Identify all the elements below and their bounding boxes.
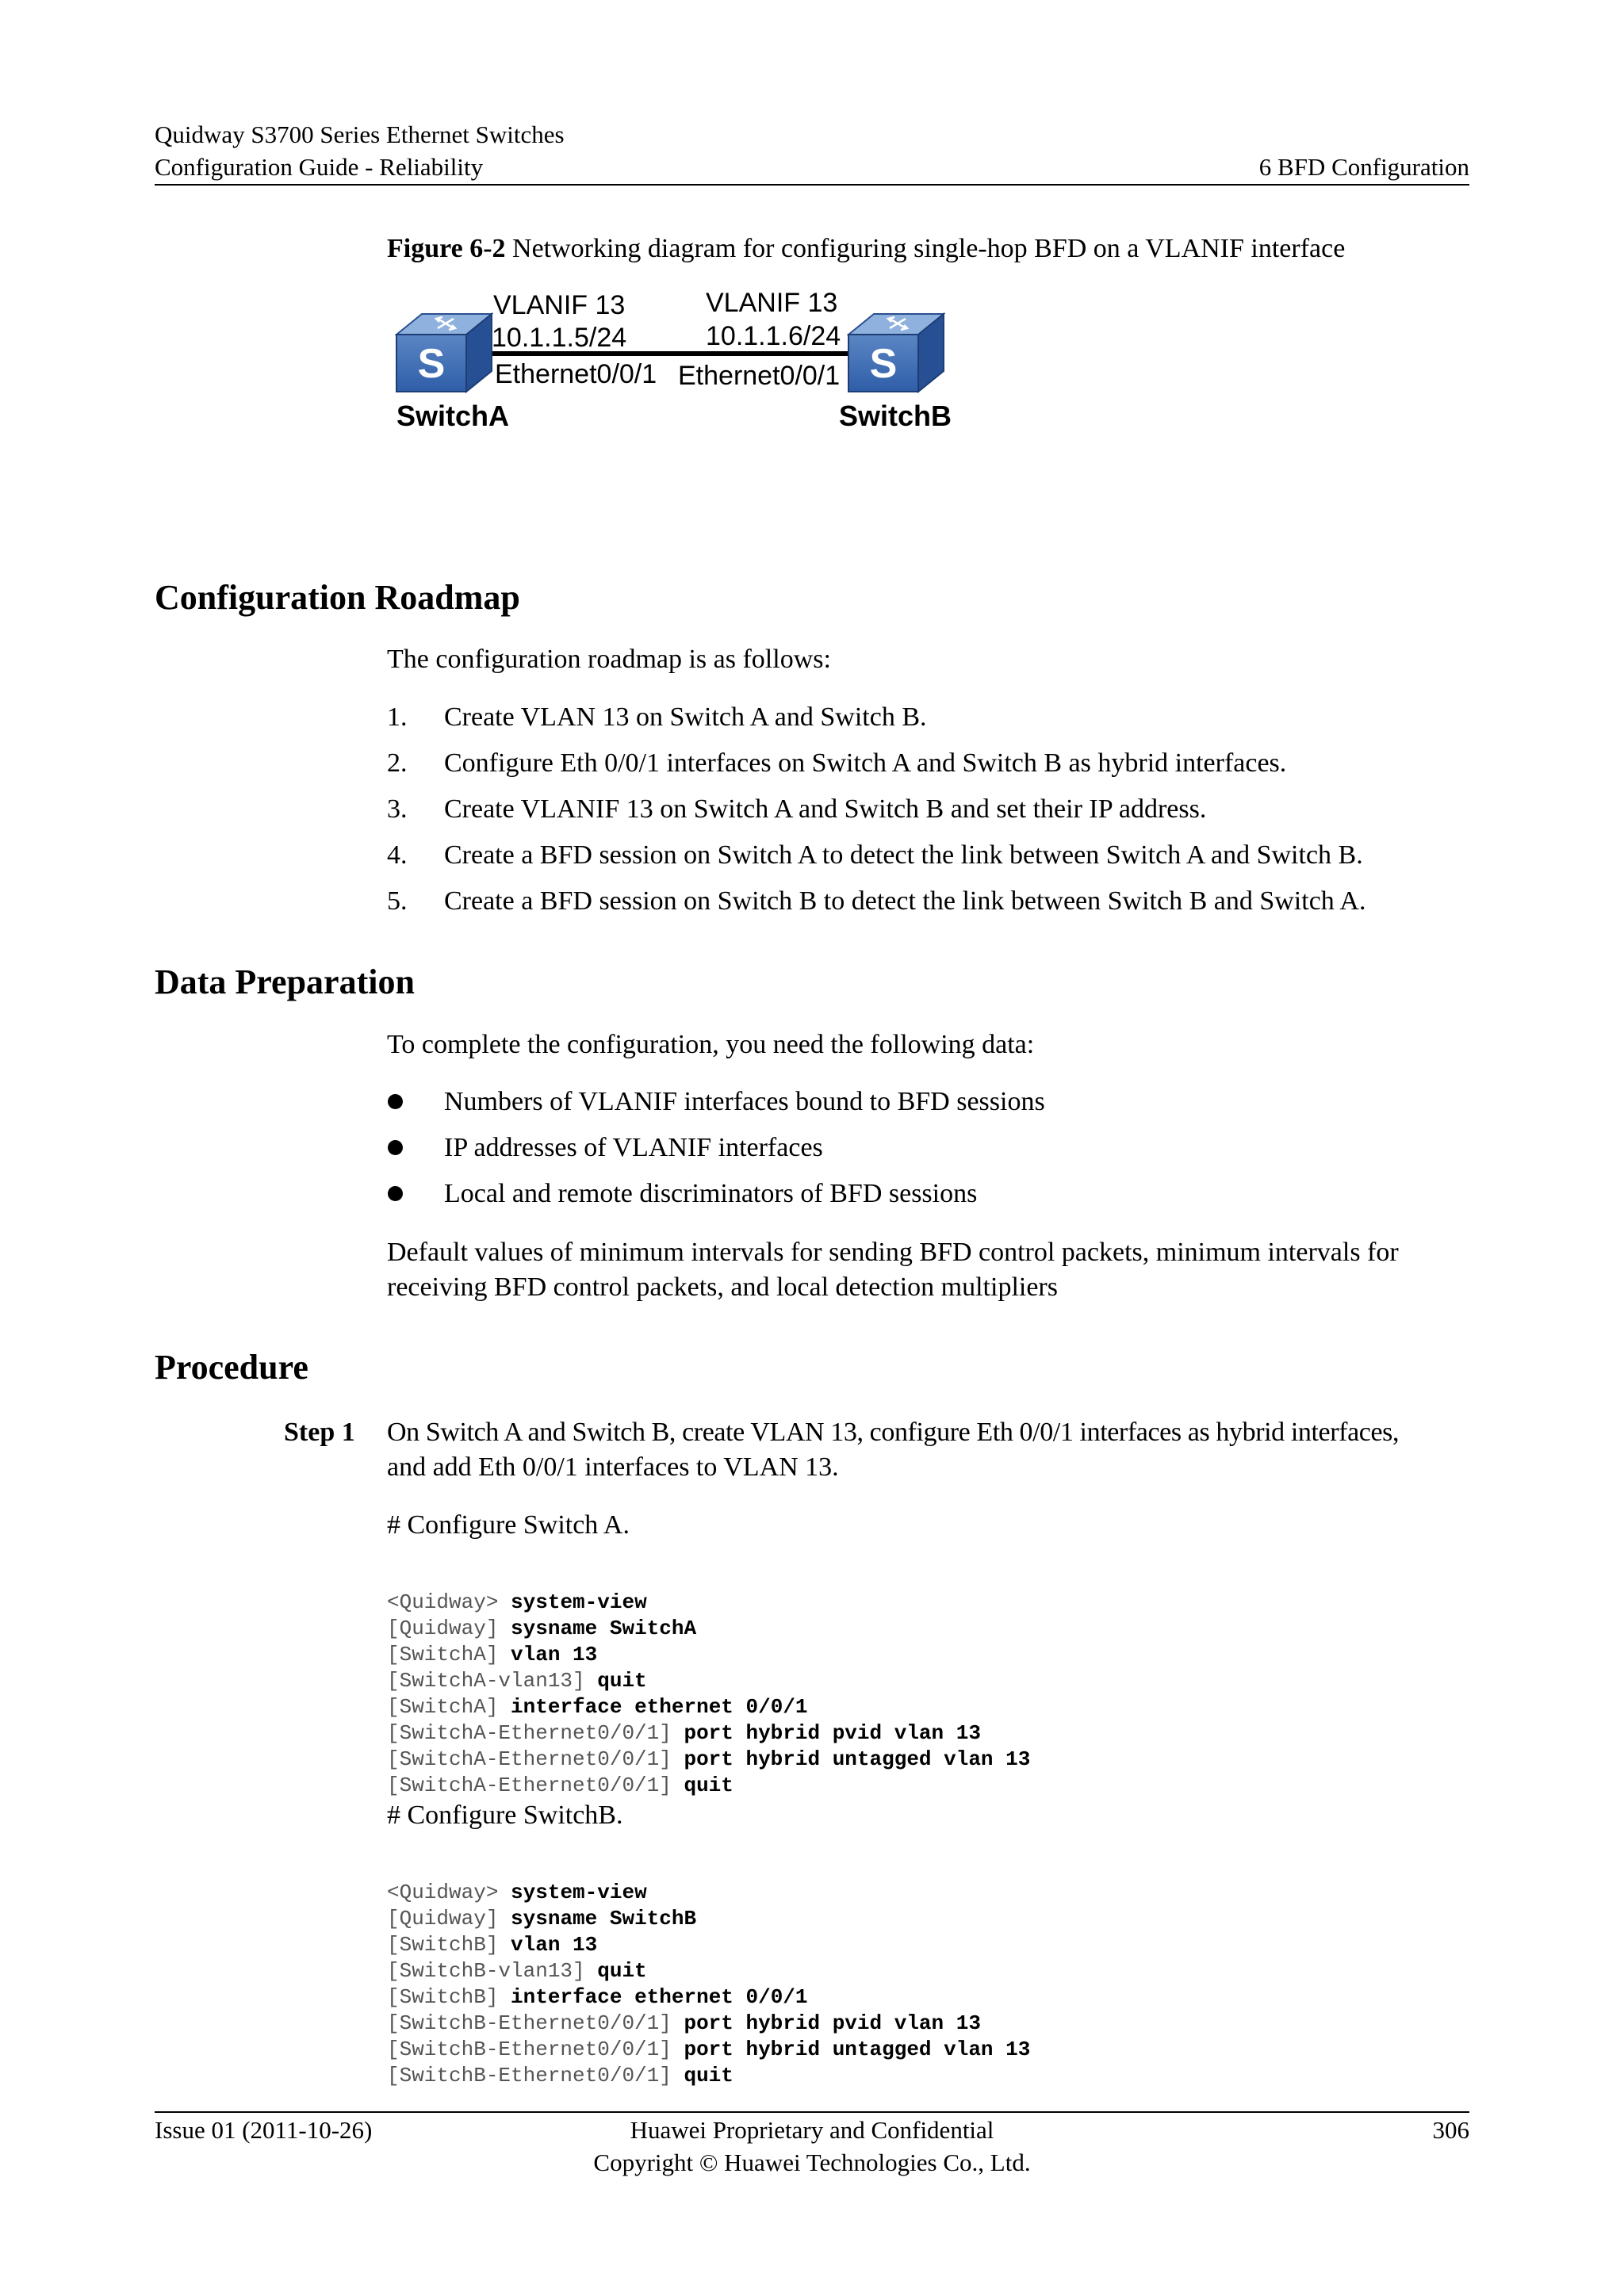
config-b-code-block — [387, 1854, 1030, 2115]
roadmap-step-number: 4. — [387, 840, 408, 870]
code-command: vlan 13 — [511, 1933, 598, 1957]
code-prompt: <Quidway> — [387, 1881, 499, 1904]
code-prompt: [SwitchA-Ethernet0/0/1] — [387, 1747, 672, 1771]
code-line — [387, 1694, 1030, 1720]
code-line — [387, 1984, 1030, 2011]
code-prompt: [SwitchB] — [387, 1933, 499, 1957]
code-line — [387, 2037, 1030, 2063]
figure-title: Networking diagram for configuring single-hop BFD on a VLANIF interface — [505, 234, 1346, 263]
code-line — [387, 1616, 1030, 1642]
roadmap-step-text: Create a BFD session on Switch B to detect the link between Switch B and Switch A. — [444, 886, 1366, 916]
code-command: interface ethernet 0/0/1 — [511, 1695, 808, 1719]
roadmap-step-number: 1. — [387, 702, 408, 732]
data-prep-note-line2: receiving BFD control packets, and local detection multipliers — [387, 1272, 1058, 1302]
code-command: sysname SwitchA — [511, 1617, 697, 1640]
code-line — [387, 1720, 1030, 1747]
code-prompt: [SwitchA-vlan13] — [387, 1669, 585, 1693]
code-prompt: [Quidway] — [387, 1617, 499, 1640]
code-prompt: [SwitchB-Ethernet0/0/1] — [387, 2011, 672, 2035]
code-prompt: [Quidway] — [387, 1907, 499, 1931]
switch-b-letter: S — [869, 341, 898, 387]
footer-page-number: 306 — [1432, 2116, 1469, 2144]
code-command: system-view — [511, 1590, 647, 1614]
switch-a-letter: S — [417, 341, 446, 387]
code-line — [387, 1642, 1030, 1668]
switch-b-vlanif: VLANIF 13 — [706, 288, 838, 318]
data-prep-heading: Data Preparation — [155, 962, 415, 1001]
code-command: port hybrid untagged vlan 13 — [684, 2038, 1031, 2061]
roadmap-step-number: 5. — [387, 886, 408, 916]
code-line — [387, 1773, 1030, 1799]
code-line — [387, 1747, 1030, 1773]
code-command: port hybrid pvid vlan 13 — [684, 2011, 981, 2035]
code-command: quit — [597, 1669, 647, 1693]
code-command: quit — [684, 1774, 733, 1797]
code-line — [387, 1590, 1030, 1616]
roadmap-step-number: 2. — [387, 748, 408, 778]
switch-b-port: Ethernet0/0/1 — [678, 361, 841, 391]
footer-rule — [155, 2111, 1469, 2113]
roadmap-step-number: 3. — [387, 794, 408, 824]
step-text-line2: and add Eth 0/0/1 interfaces to VLAN 13. — [387, 1452, 839, 1482]
switch-a-vlanif: VLANIF 13 — [493, 290, 626, 320]
step-text-line1: On Switch A and Switch B, create VLAN 13, configure Eth 0/0/1 interfaces as hybrid interfaces, — [387, 1418, 1400, 1447]
code-command: quit — [597, 1959, 647, 1983]
bullet-dot — [388, 1094, 403, 1109]
code-prompt: [SwitchB-Ethernet0/0/1] — [387, 2038, 672, 2061]
code-command: quit — [684, 2064, 733, 2087]
footer-proprietary: Huawei Proprietary and Confidential — [630, 2116, 994, 2144]
code-prompt: [SwitchA] — [387, 1695, 499, 1719]
roadmap-intro: The configuration roadmap is as follows: — [387, 645, 831, 674]
config-a-label: # Configure Switch A. — [387, 1510, 630, 1540]
code-line — [387, 1880, 1030, 1906]
figure-number: Figure 6-2 — [387, 234, 506, 263]
data-prep-intro: To complete the configuration, you need the following data: — [387, 1030, 1035, 1059]
roadmap-step-text: Create a BFD session on Switch A to detect the link between Switch A and Switch B. — [444, 840, 1363, 870]
switch-a-icon — [395, 311, 493, 395]
code-command: port hybrid pvid vlan 13 — [684, 1721, 981, 1745]
roadmap-step-text: Create VLANIF 13 on Switch A and Switch B and set their IP address. — [444, 794, 1207, 824]
code-prompt: [SwitchB-Ethernet0/0/1] — [387, 2064, 672, 2087]
code-command: port hybrid untagged vlan 13 — [684, 1747, 1031, 1771]
code-line — [387, 2011, 1030, 2037]
bullet-dot — [388, 1186, 403, 1201]
switch-b-ip: 10.1.1.6/24 — [706, 321, 841, 351]
code-command: interface ethernet 0/0/1 — [511, 1985, 808, 2009]
switch-b-name: SwitchB — [839, 400, 952, 432]
roadmap-step-text: Create VLAN 13 on Switch A and Switch B. — [444, 702, 927, 732]
code-line — [387, 1932, 1030, 1958]
header-product: Quidway S3700 Series Ethernet Switches — [155, 121, 565, 148]
header-rule — [155, 184, 1469, 186]
header-chapter: 6 BFD Configuration — [1258, 153, 1469, 181]
code-line — [387, 1668, 1030, 1694]
switch-b-icon — [847, 311, 945, 395]
code-prompt: [SwitchA] — [387, 1643, 499, 1667]
roadmap-step-text: Configure Eth 0/0/1 interfaces on Switch A and Switch B as hybrid interfaces. — [444, 748, 1287, 778]
data-prep-item: IP addresses of VLANIF interfaces — [444, 1133, 823, 1162]
code-prompt: [SwitchB-vlan13] — [387, 1959, 585, 1983]
code-command: system-view — [511, 1881, 647, 1904]
step-label: Step 1 — [284, 1418, 355, 1447]
code-prompt: <Quidway> — [387, 1590, 499, 1614]
switch-a-name: SwitchA — [396, 400, 510, 432]
switch-a-port: Ethernet0/0/1 — [495, 359, 657, 389]
data-prep-note-line1: Default values of minimum intervals for sending BFD control packets, minimum intervals for — [387, 1238, 1399, 1267]
footer-issue: Issue 01 (2011-10-26) — [155, 2116, 373, 2144]
code-prompt: [SwitchA-Ethernet0/0/1] — [387, 1721, 672, 1745]
code-prompt: [SwitchA-Ethernet0/0/1] — [387, 1774, 672, 1797]
code-line — [387, 1958, 1030, 1984]
data-prep-item: Numbers of VLANIF interfaces bound to BFD sessions — [444, 1087, 1045, 1116]
bullet-dot — [388, 1140, 403, 1155]
code-line — [387, 2063, 1030, 2089]
code-command: sysname SwitchB — [511, 1907, 697, 1931]
header-guide: Configuration Guide - Reliability — [155, 153, 484, 181]
config-a-code-block — [387, 1563, 1030, 1825]
code-prompt: [SwitchB] — [387, 1985, 499, 2009]
code-command: vlan 13 — [511, 1643, 598, 1667]
switch-a-ip: 10.1.1.5/24 — [492, 323, 627, 353]
roadmap-heading: Configuration Roadmap — [155, 578, 520, 617]
code-line — [387, 1906, 1030, 1932]
data-prep-item: Local and remote discriminators of BFD sessions — [444, 1179, 978, 1208]
procedure-heading: Procedure — [155, 1348, 308, 1387]
config-b-label: # Configure SwitchB. — [387, 1800, 623, 1830]
footer-copyright: Copyright © Huawei Technologies Co., Ltd. — [593, 2149, 1031, 2176]
figure-caption — [387, 232, 1345, 266]
